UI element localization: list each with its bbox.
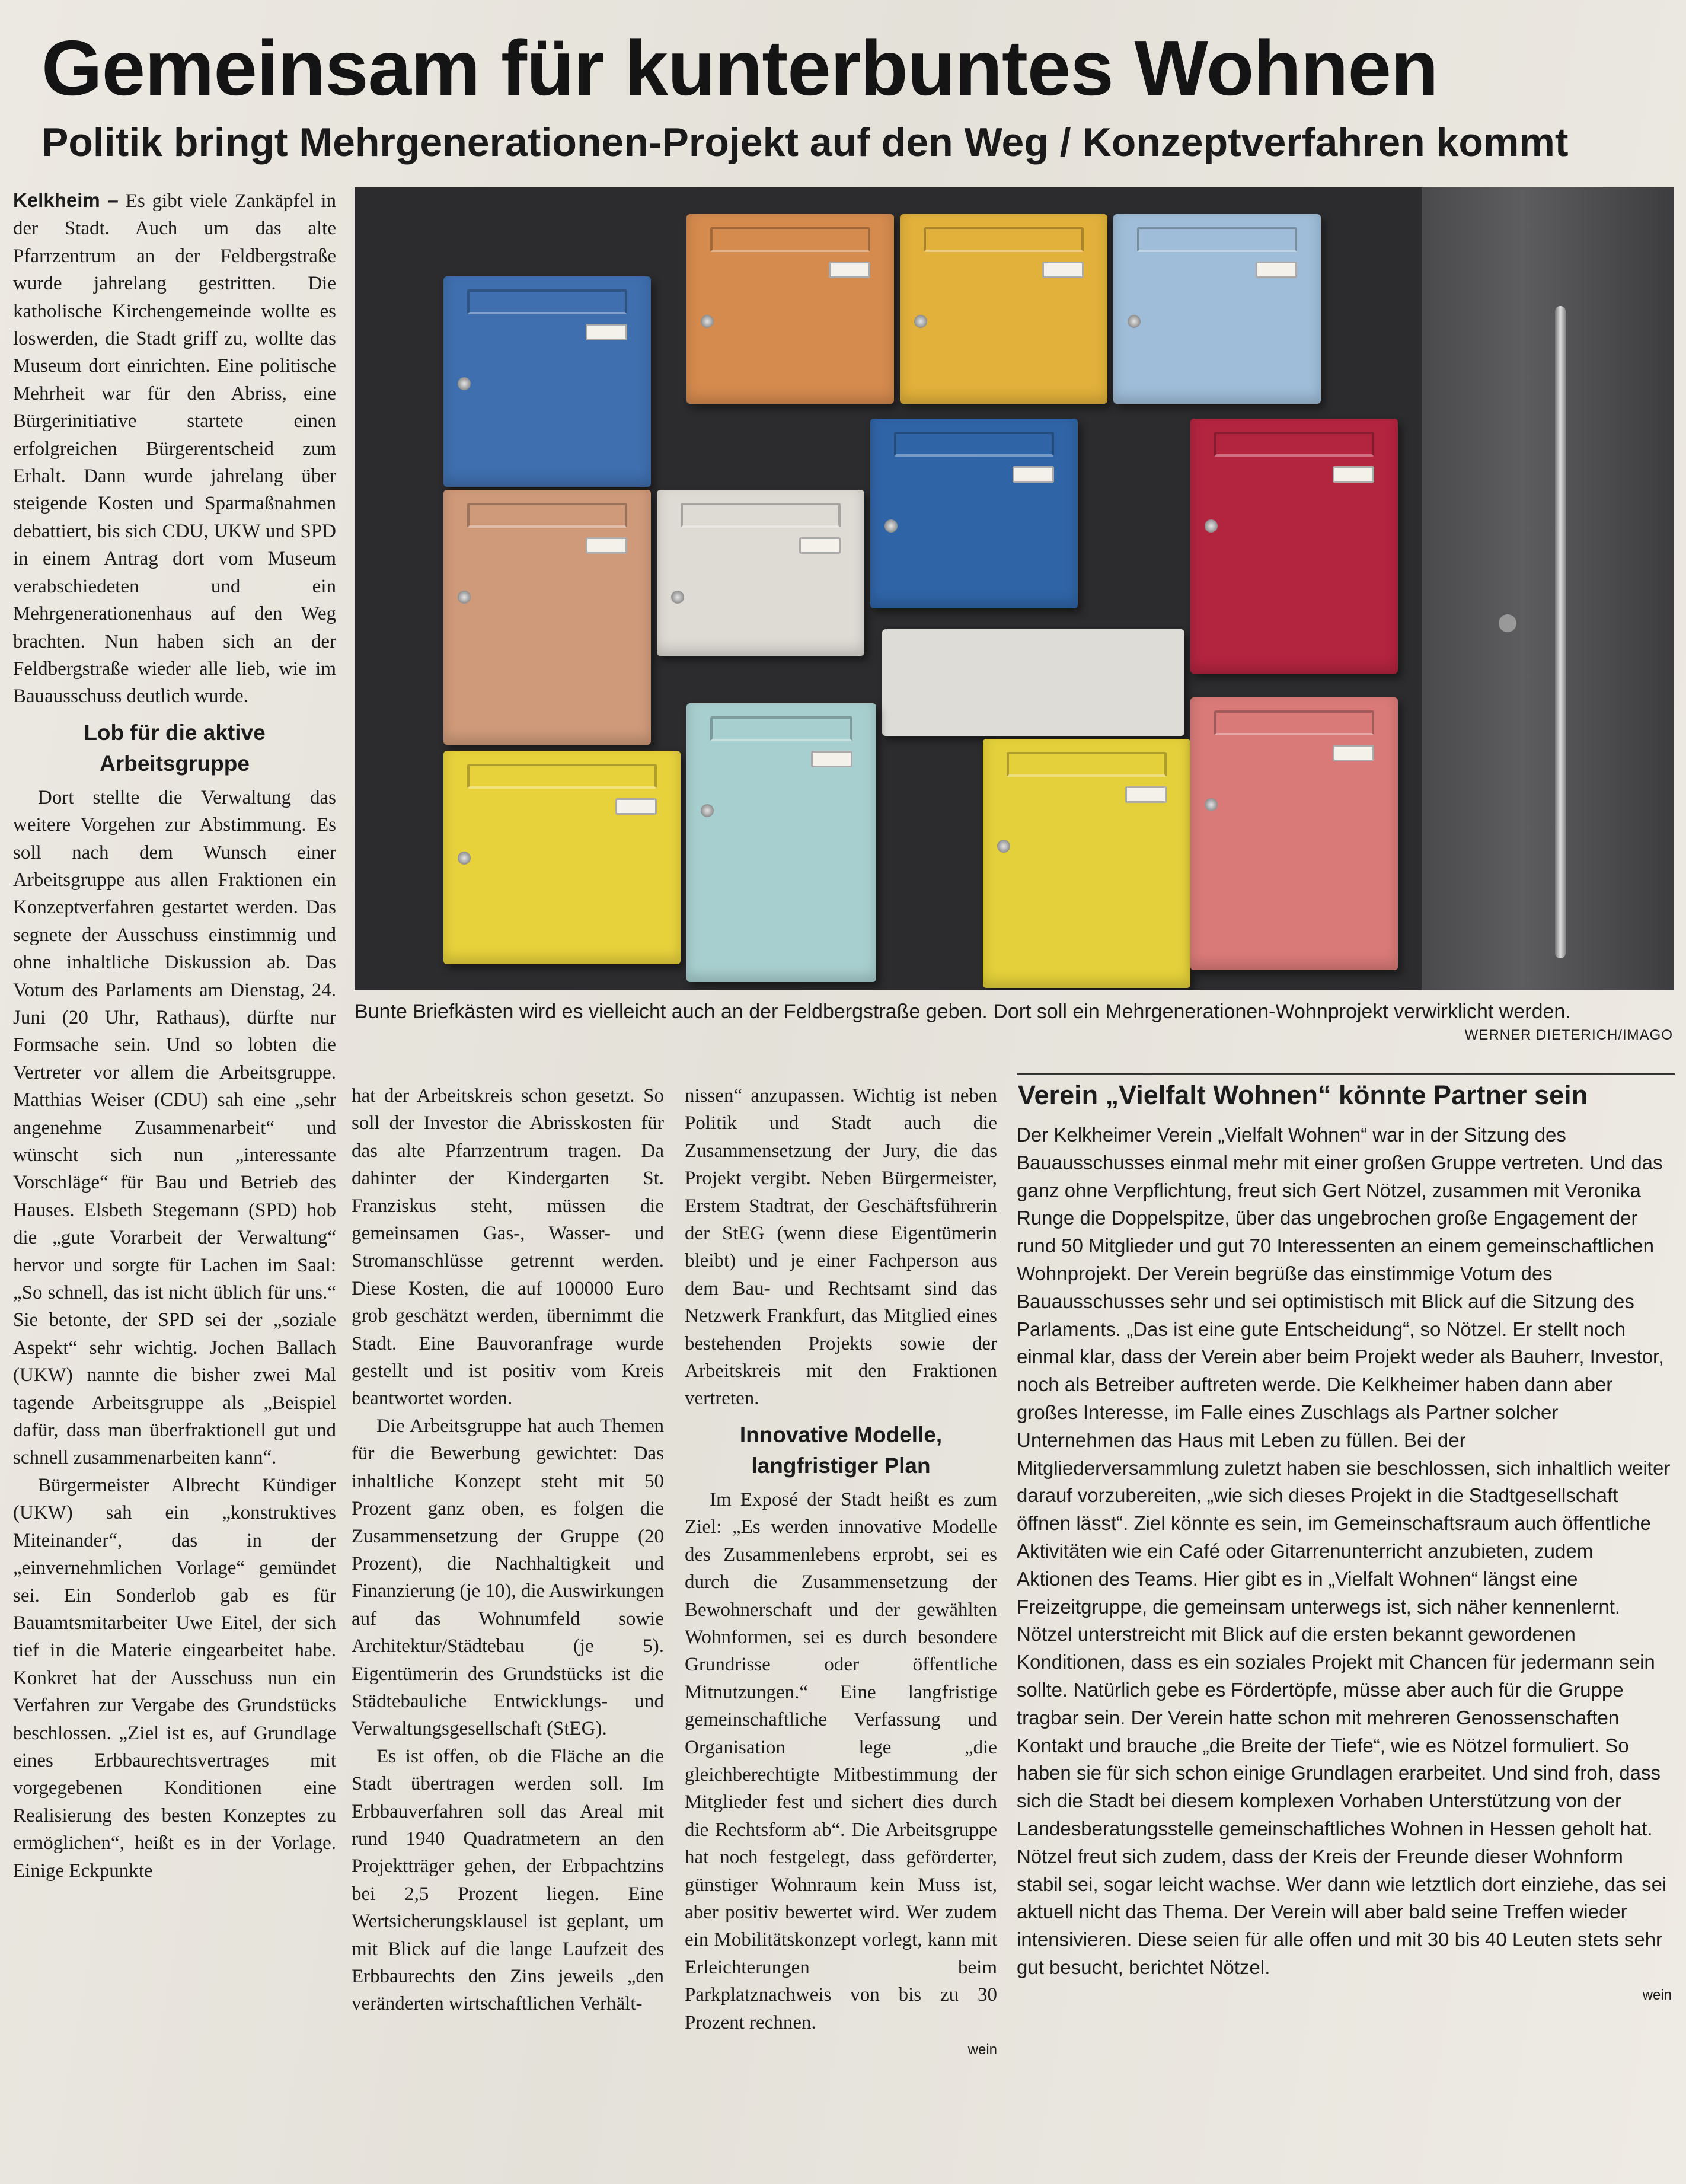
mailbox (686, 703, 876, 982)
lock-icon (458, 591, 471, 604)
mail-slot (710, 227, 870, 252)
mailbox (1190, 697, 1398, 970)
name-tag (829, 262, 870, 278)
name-tag (586, 537, 627, 554)
sidebox (1017, 1064, 1672, 2010)
lock-icon (1205, 798, 1218, 811)
mailbox (983, 739, 1190, 988)
name-tag (811, 751, 852, 767)
mailbox (1190, 419, 1398, 674)
door-panel (1422, 187, 1674, 990)
photo-caption: Bunte Briefkästen wird es vielleicht auch an der Feldbergstraße geben. Dort soll ein Mehrgenerationen-Wohnprojekt verwirklicht werden. (355, 1000, 1571, 1023)
name-tag (586, 324, 627, 340)
mail-slot (894, 432, 1054, 457)
lock-icon (458, 377, 471, 390)
subheading-1: Lob für die aktive Arbeitsgruppe (84, 720, 266, 776)
dateline: Kelkheim – (13, 189, 119, 211)
lead-text: Es gibt viele Zankäpfel in der Stadt. Auch um das alte Pfarrzentrum an der Feldbergstraße wurde jahrelang gestritten. Die katholische Kirchengemeinde wollte es loswerden, die Stadt griff zu, wollte das Museum dort einrichten. Eine politische Mehrheit war für den Abriss, eine Bürgerinitiative startete einen erfolgreichen Bürgerentscheid zum Erhalt. Dann wurde jahrelang über steigende Kosten und Sparmaßnahmen debattiert, bis sich CDU, UKW und SPD in einem Antrag dort vom Museum verabschiedeten und ein Mehrgenerationenhaus auf den Weg brachten. Nun haben sich an der Feldbergstraße wieder alle lieb, wie im Bauausschuss deutlich wurde. (13, 190, 337, 707)
mail-slot (467, 503, 627, 528)
mailbox (443, 276, 651, 487)
headline: Gemeinsam für kunterbuntes Wohnen (41, 24, 1438, 111)
mailbox (657, 490, 864, 656)
mailbox (1113, 214, 1321, 404)
name-tag (1042, 262, 1084, 278)
paragraph: Im Exposé der Stadt heißt es zum Ziel: „Es werden innovative Modelle des Zusammenlebens erprobt, sei es durch die Zusammensetzung der Bewohnerschaft und der gewählten Wohnformen, sei es durch besondere Grundrisse oder öffentliche Mitnutzungen.“ Eine langfristige gemeinschaftliche Verfassung und Organisation lege „die gleichberechtigte Mitbestimmung der Mitglieder fest und sichert dies durch die Rechtsform ab“. Die Arbeitsgruppe hat noch festgelegt, dass geförderter, günstiger Wohnraum kein Muss ist, aber positiv bewertet wird. Wer zudem ein Mobilitätskonzept vorlegt, kann mit Erleichterungen beim Parkplatznachweis von bis zu 30 Prozent rechnen. (685, 1488, 997, 2033)
author-signature: wein (967, 2042, 997, 2058)
subheading-2: Innovative Modelle, langfristiger Plan (739, 1422, 943, 1478)
name-tag (799, 537, 841, 554)
mailbox (443, 490, 651, 745)
door-handle (1555, 306, 1566, 958)
lock-icon (671, 591, 684, 604)
article-column-1 (13, 187, 336, 1885)
lock-icon (1128, 315, 1141, 328)
mail-slot (1007, 752, 1167, 777)
name-tag (1125, 786, 1167, 803)
article-column-2 (352, 1082, 664, 2018)
mailbox (870, 419, 1078, 608)
lock-icon (1205, 519, 1218, 533)
intercom-panel (882, 629, 1184, 736)
lock-icon (701, 315, 714, 328)
paragraph: Die Arbeitsgruppe hat auch Themen für die Bewerbung gewichtet: Das inhaltliche Konzept steht mit 50 Prozent ganz oben, es folgen die Zusammensetzung der Gruppe (20 Prozent), die Nachhaltigkeit und Finanzierung (je 10), die Auswirkungen auf das Wohnumfeld sowie Architektur/Städtebau (je 5). Eigentümerin des Grundstücks ist die Städtebauliche Entwicklungs- und Verwaltungsgesellschaft (StEG). (352, 1415, 664, 1740)
lock-icon (914, 315, 927, 328)
lock-icon (701, 804, 714, 817)
mail-slot (1137, 227, 1297, 252)
photo-credit: WERNER DIETERICH/IMAGO (1464, 1027, 1673, 1043)
sidebox-title: Verein „Vielfalt Wohnen“ könnte Partner sein (1018, 1080, 1588, 1110)
mail-slot (467, 289, 627, 314)
sidebox-body (1017, 1121, 1672, 2010)
paragraph: nissen“ anzupassen. Wichtig ist neben Politik und Stadt auch die Zusammensetzung der Jury, die das Projekt vergibt. Neben Bürgermeister, Erstem Stadtrat, der Geschäftsführerin der StEG (wenn diese Eigentümerin bleibt) und je einer Fachperson aus dem Bau- und Rechtsamt sind das Netzwerk Frankfurt, das Mitglied eines bestehenden Projekts sowie der Arbeitskreis mit den Fraktionen vertreten. (685, 1085, 997, 1410)
subheadline: Politik bringt Mehrgenerationen-Projekt auf den Weg / Konzeptverfahren kommt (41, 120, 1569, 165)
lock-icon (458, 852, 471, 865)
name-tag (1333, 745, 1374, 761)
mailbox (900, 214, 1107, 404)
mail-slot (681, 503, 841, 528)
mail-slot (467, 764, 657, 789)
mail-slot (1214, 432, 1374, 457)
name-tag (615, 798, 657, 815)
paragraph: Dort stellte die Verwaltung das weitere Vorgehen zur Abstimmung. Es soll nach dem Wunsch einer Arbeitsgruppe aus allen Fraktionen ein Konzeptverfahren gestartet werden. Das segnete der Ausschuss einstimmig und ohne inhaltliche Diskussion ab. Das Votum des Parlaments am Dienstag, 24. Juni (20 Uhr, Rathaus), dürfte nur Formsache sein. Und so lobten die Vertreter vor allem die Arbeitsgruppe. Matthias Weiser (CDU) sah eine „sehr angenehme Zusammenarbeit“ und wünscht sich nun „interessante Vorschläge“ für Bau und Betrieb des Hauses. Elsbeth Stegemann (SPD) hob die „gute Vorarbeit der Verwaltung“ hervor und sorgte für Lachen im Saal: „So schnell, das ist nicht üblich für uns.“ Sie betonte, der SPD sei der „soziale Aspekt“ sehr wichtig. Jochen Ballach (UKW) nannte die bisher zwei Mal tagende Arbeitsgruppe als „Beispiel dafür, dass man überfraktionell gut und schnell zusammenarbeiten kann“. (13, 786, 336, 1469)
lock-icon (884, 519, 898, 533)
mailbox (686, 214, 894, 404)
name-tag (1333, 466, 1374, 483)
sidebox-signature: wein (1642, 1987, 1672, 2003)
sidebox-paragraph: Nötzel unterstreicht mit Blick auf die ersten bekannt gewordenen Konditionen, dass es ein soziales Projekt mit Chancen für jedermann sein sollte. Natürlich gebe es Fördertöpfe, müsse aber auch für die Gruppe tragbar sein. Der Verein hatte schon mit mehreren Genossenschaften Kontakt und brauche „die Breite der Tiefe“, wie es Nötzel formuliert. So haben sie für sich schon einige Grundlagen erarbeitet. Und sind froh, dass sich die Stadt bei diesem komplexen Vorhaben Unterstützung von der Landesberatungsstelle gemeinschaftliches Wohnen in Hessen geholt hat. Nötzel freut sich zudem, dass der Kreis der Freunde dieser Wohnform stabil sei, sogar leicht wachse. Wer dann wie letztlich dort einziehe, das sei aktuell nicht das Thema. Der Verein will aber bald seine Treffen wieder intensivieren. Diese seien für alle offen und mit 30 bis 40 Leuten stets sehr gut besucht, berichtet Nötzel. (1017, 1623, 1667, 1978)
mail-slot (710, 716, 852, 741)
paragraph: Bürgermeister Albrecht Kündiger (UKW) sah ein „konstruktives Miteinander“, das in der „einvernehmlichen Vorlage“ gemündet sei. Ein Sonderlob gab es für Bauamtsmitarbeiter Uwe Eitel, der sich tief in die Materie eingearbeitet habe. Konkret hat der Ausschuss nun ein Verfahren zur Vergabe des Grundstücks beschlossen. „Ziel ist es, auf Grundlage eines Erbbaurechtsvertrages mit vorgegebenen Konditionen eine Realisierung des besten Konzeptes zu ermöglichen“, heißt es in der Vorlage. Einige Eckpunkte (13, 1474, 336, 1882)
name-tag (1013, 466, 1054, 483)
sidebox-paragraph: Der Kelkheimer Verein „Vielfalt Wohnen“ war in der Sitzung des Bauausschusses einmal mehr mit einer großen Gruppe vertreten. Und das ganz ohne Verpflichtung, freut sich Gert Nötzel, zusammen mit Veronika Runge die Doppelspitze, über das ungebrochen große Engagement der rund 50 Mitglieder und gut 70 Interessenten an einem gemeinschaftlichen Wohnprojekt. Der Verein begrüße das einstimmige Votum des Bauausschusses sehr und sei optimistisch mit Blick auf die Sitzung des Parlaments. „Das ist eine gute Entscheidung“, so Nötzel. Er stellt noch einmal klar, dass der Verein aber beim Projekt weder als Bauherr, Investor, noch als Betreiber auftreten werde. Die Kelkheimer haben dann aber großes Interesse, im Falle eines Zuschlags als Partner solcher Unternehmen das Haus mit Leben zu füllen. Bei der Mitgliederversammlung zuletzt haben sie beschlossen, sich inhaltlich weiter darauf vorzubereiten, „wie sich dieses Projekt in die Stadtgesellschaft öffnen lässt“. Ziel könnte es sein, im Gemeinschaftsraum auch öffentliche Aktivitäten wie ein Café oder Gitarrenunterricht anzubieten, zudem Aktionen des Teams. Hier gibt es in „Vielfalt Wohnen“ längst eine Freizeitgruppe, die gemeinsam unterwegs ist, sich näher kennenlernt. (1017, 1124, 1671, 1618)
name-tag (1256, 262, 1297, 278)
lock-icon (997, 840, 1010, 853)
article-column-3 (685, 1082, 997, 2064)
mail-slot (924, 227, 1084, 252)
door-lock (1499, 614, 1516, 632)
mail-slot (1214, 710, 1374, 735)
paragraph: hat der Arbeitskreis schon gesetzt. So soll der Investor die Abrisskosten für das alte Pfarrzentrum tragen. Da dahinter der Kindergarten St. Franziskus steht, müssen die gemeinsamen Gas-, Wasser- und Stromanschlüsse getrennt werden. Diese Kosten, die auf 100000 Euro grob geschätzt werden, übernimmt die Stadt. Eine Bauvoranfrage wurde gestellt und ist positiv vom Kreis beantwortet worden. (352, 1085, 664, 1410)
lead-paragraph (13, 187, 336, 710)
mailboxes-photo (355, 187, 1674, 990)
mailbox (443, 751, 681, 964)
paragraph: Es ist offen, ob die Fläche an die Stadt übertragen werden soll. Im Erbbauverfahren soll das Areal mit rund 1940 Quadratmetern an den Projektträger gehen, der Erbpachtzins bei 2,5 Prozent liegen. Eine Wertsicherungsklausel ist geplant, um mit Blick auf die lange Laufzeit des Erbbaurechts den Zins jeweils „den veränderten wirtschaftlichen Verhält- (352, 1745, 664, 2015)
